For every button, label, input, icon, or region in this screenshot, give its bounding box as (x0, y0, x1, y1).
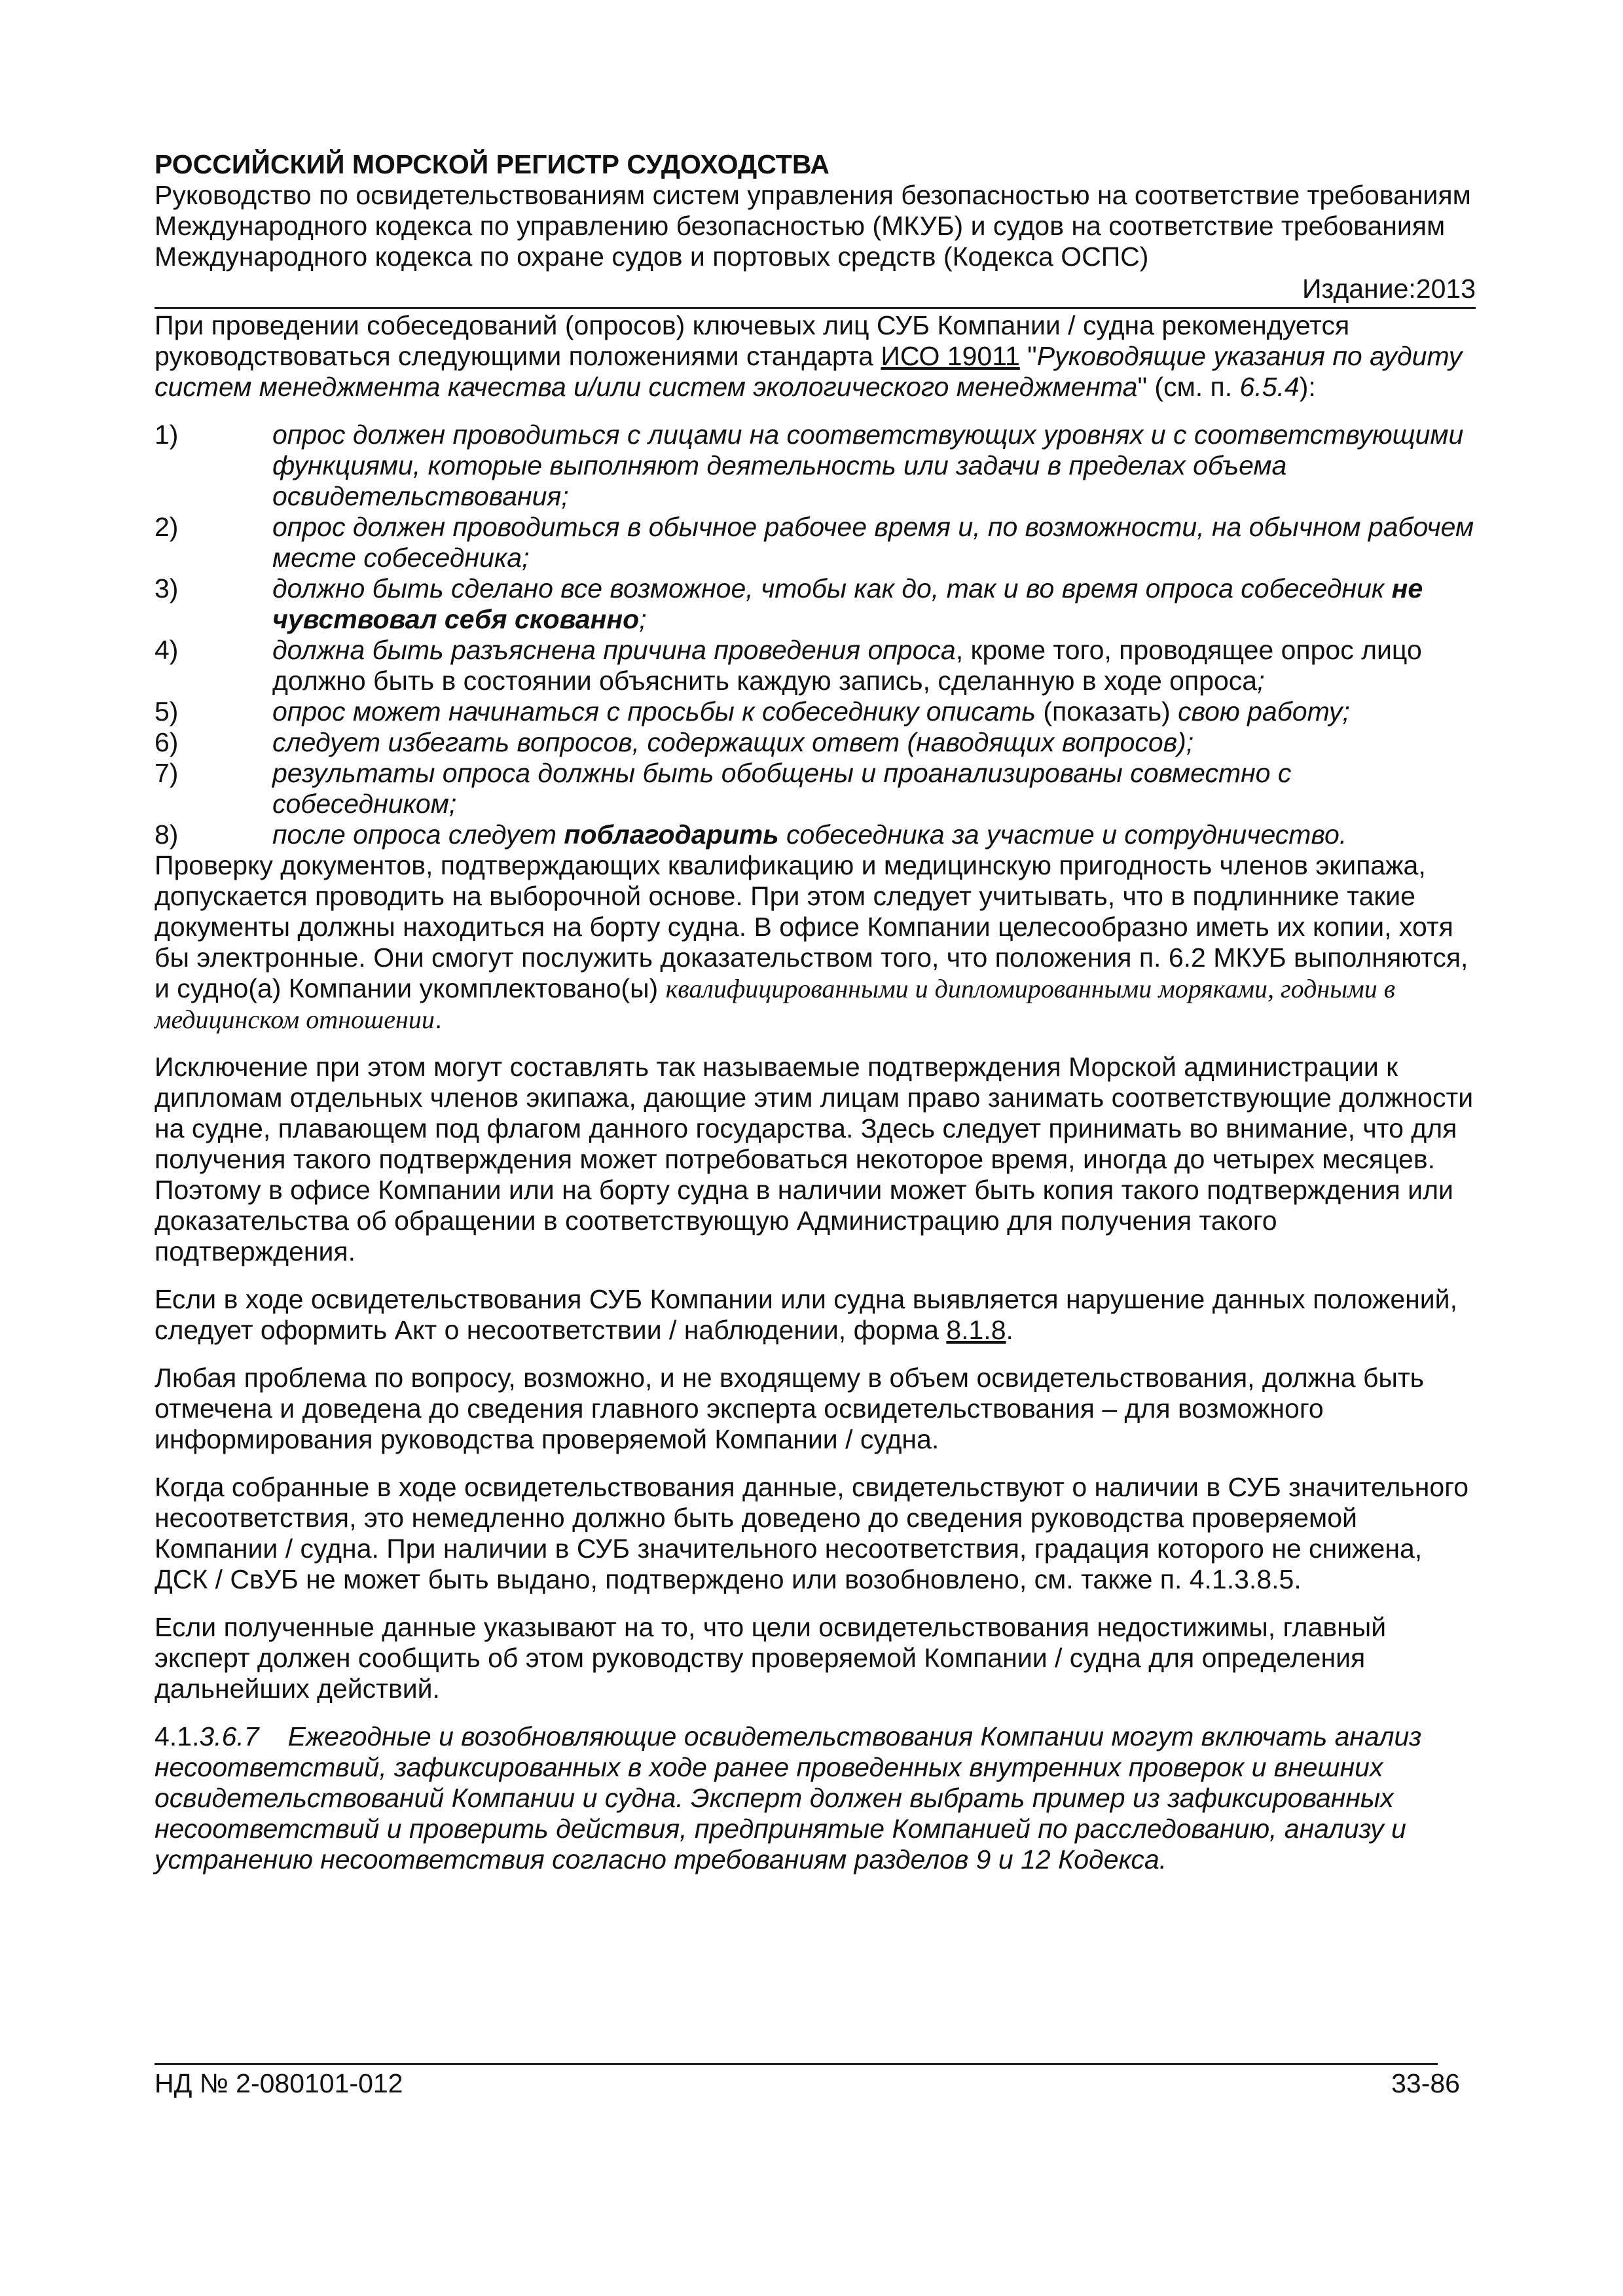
list-item-text-a: после опроса следует (272, 819, 564, 850)
list-item-number: 1) (155, 420, 179, 450)
intro-text-a: При проведении собеседований (опросов) ключевых лиц СУБ Компании / судна рекомендуется руководствоваться следующими положениями стандарта (155, 310, 1350, 371)
iso-standard-link[interactable]: ИСО 19011 (881, 341, 1020, 371)
list-item (155, 758, 1476, 819)
list-item-text (272, 635, 1476, 696)
list-item-number: 2) (155, 512, 179, 542)
documents-paragraph (155, 850, 1476, 1035)
list-item-text: следует избегать вопросов, содержащих ответ (наводящих вопросов); (272, 727, 1194, 757)
documents-text-c: . (434, 1004, 443, 1034)
list-item-text: опрос должен проводиться с лицами на соответствующих уровнях и с соответствующими функциями, которые выполняют деятельность или задачи в пределах объема освидетельствования; (272, 420, 1464, 511)
list-item-text-c: ; (639, 604, 647, 634)
document-number: НД № 2-080101-012 (155, 2068, 403, 2098)
intro-text-b: " (1019, 341, 1037, 371)
list-item (155, 696, 1476, 727)
interview-guidelines-list (155, 420, 1476, 850)
standard-title: Руководящие указания по аудиту систем менеджмента качества и/или систем экологического менеджмента (155, 341, 1463, 402)
document-page (155, 149, 1476, 1875)
list-item (155, 420, 1476, 512)
intro-text-c: " (см. п. (1137, 372, 1240, 402)
organization-title: РОССИЙСКИЙ МОРСКОЙ РЕГИСТР СУДОХОДСТВА (155, 149, 830, 179)
section-text: Ежегодные и возобновляющие освидетельствования Компании могут включать анализ несоответствий, зафиксированных в ходе ранее проведенных внутренних проверок и внешних освидетельствований Компании и судна. Эксперт должен выбрать пример из зафиксированных несоответствий и проверить действия, предпринятые Компанией по расследованию, анализу и устранению несоответствия согласно требованиям разделов 9 и 12 Кодекса. (155, 1721, 1422, 1874)
violation-text-a: Если в ходе освидетельствования СУБ Компании или судна выявляется нарушение данных положений, следует оформить Акт о несоответствии / наблюдении, форма (155, 1284, 1457, 1345)
list-item (155, 819, 1476, 850)
section-paragraph (155, 1721, 1476, 1875)
section-number-a: 4.1. (155, 1721, 200, 1751)
header-divider (155, 307, 1476, 309)
list-item (155, 727, 1476, 758)
clause-reference: 6.5.4 (1239, 372, 1300, 402)
document-title: Руководство по освидетельствованиям систем управления безопасностью на соответствие требованиям Международного кодекса по управлению безопасностью (МКУБ) и судов на соответствие требованиям Международного кодекса по охране судов и портовых средств (Кодекса ОСПС) (155, 180, 1471, 272)
list-item-text: опрос должен проводиться в обычное рабочее время и, по возможности, на обычном рабочем месте собеседника; (272, 512, 1474, 573)
list-item-number: 8) (155, 819, 179, 850)
violation-paragraph (155, 1284, 1476, 1346)
section-number-b: 3.6.7 (199, 1721, 259, 1751)
footer-divider (155, 2063, 1438, 2065)
list-item-emphasis: поблагодарить (564, 819, 779, 850)
list-item-number: 4) (155, 635, 179, 665)
violation-text-b: . (1006, 1315, 1013, 1345)
edition-label: Издание:2013 (1302, 274, 1476, 304)
list-item-text: результаты опроса должны быть обобщены и проанализированы совместно с собеседником; (272, 758, 1292, 819)
list-item (155, 573, 1476, 635)
list-item-text-c: ; (1257, 666, 1265, 696)
intro-paragraph (155, 310, 1476, 403)
list-item (155, 512, 1476, 573)
list-item-number: 6) (155, 727, 179, 757)
form-link[interactable]: 8.1.8 (946, 1315, 1006, 1345)
list-item-text-a: опрос может начинаться с просьбы к собеседнику описать (272, 696, 1036, 726)
list-item-text-a: должна быть разъяснена причина проведения опроса (272, 635, 956, 665)
list-item-text (272, 696, 1476, 727)
list-item-text-b: , кроме того, проводящее опрос лицо должно быть в состоянии объяснить каждую запись, сделанную в ходе опроса (272, 635, 1422, 696)
page-number: 33-86 (1391, 2068, 1460, 2098)
list-item-text-b: (показать) (1035, 696, 1178, 726)
list-item-text-a: должно быть сделано все возможное, чтобы как до, так и во время опроса собеседник (272, 573, 1392, 603)
document-header (155, 149, 1476, 309)
intro-text-d: ): (1299, 372, 1316, 402)
section-number (155, 1721, 259, 1751)
problem-paragraph: Любая проблема по вопросу, возможно, и не входящему в объем освидетельствования, должна быть отмечена и доведена до сведения главного эксперта освидетельствования – для возможного информирования руководства проверяемой Компании / судна. (155, 1363, 1425, 1454)
significant-nonconformity-paragraph: Когда собранные в ходе освидетельствования данные, свидетельствуют о наличии в СУБ значительного несоответствия, это немедленно должно быть доведено до сведения руководства проверяемой Компании / судна. При наличии в СУБ значительного несоответствия, градация которого не снижена, ДСК / СвУБ не может быть выдано, подтверждено или возобновлено, см. также п. 4.1.3.8.5. (155, 1472, 1469, 1594)
documents-text-a: Проверку документов, подтверждающих квалификацию и медицинскую пригодность членов экипажа, допускается проводить на выборочной основе. При этом следует учитывать, что в подлиннике такие документы должны находиться на борту судна. В офисе Компании целесообразно иметь их копии, хотя бы электронные. Они смогут послужить доказательством того, что положения п. 6.2 МКУБ выполняются, и судно(а) Компании укомплектовано(ы) (155, 850, 1468, 1003)
list-item-number: 5) (155, 696, 179, 726)
goals-paragraph: Если полученные данные указывают на то, что цели освидетельствования недостижимы, главный эксперт должен сообщить об этом руководству проверяемой Компании / судна для определения дальнейших действий. (155, 1612, 1387, 1704)
list-item-text (272, 819, 1476, 850)
list-item-emphasis: не чувствовал себя скованно (272, 573, 1423, 634)
exception-paragraph: Исключение при этом могут составлять так называемые подтверждения Морской администрации к дипломам отдельных членов экипажа, дающие этим лицам право занимать соответствующие должности на судне, плавающем под флагом данного государства. Здесь следует принимать во внимание, что для получения такого подтверждения может потребоваться некоторое время, иногда до четырех месяцев. Поэтому в офисе Компании или на борту судна в наличии может быть копия такого подтверждения или доказательства об обращении в соответствующую Администрацию для получения такого подтверждения. (155, 1052, 1474, 1266)
list-item-text (272, 573, 1476, 635)
list-item-text-c: свою работу; (1178, 696, 1350, 726)
list-item-text-c: собеседника за участие и сотрудничество. (778, 819, 1347, 850)
list-item-number: 3) (155, 573, 179, 603)
documents-text-b: квалифицированными и дипломированными моряками, годными в медицинском отношении (155, 974, 1396, 1034)
list-item-number: 7) (155, 758, 179, 788)
list-item (155, 635, 1476, 696)
page-footer (155, 2068, 1460, 2099)
